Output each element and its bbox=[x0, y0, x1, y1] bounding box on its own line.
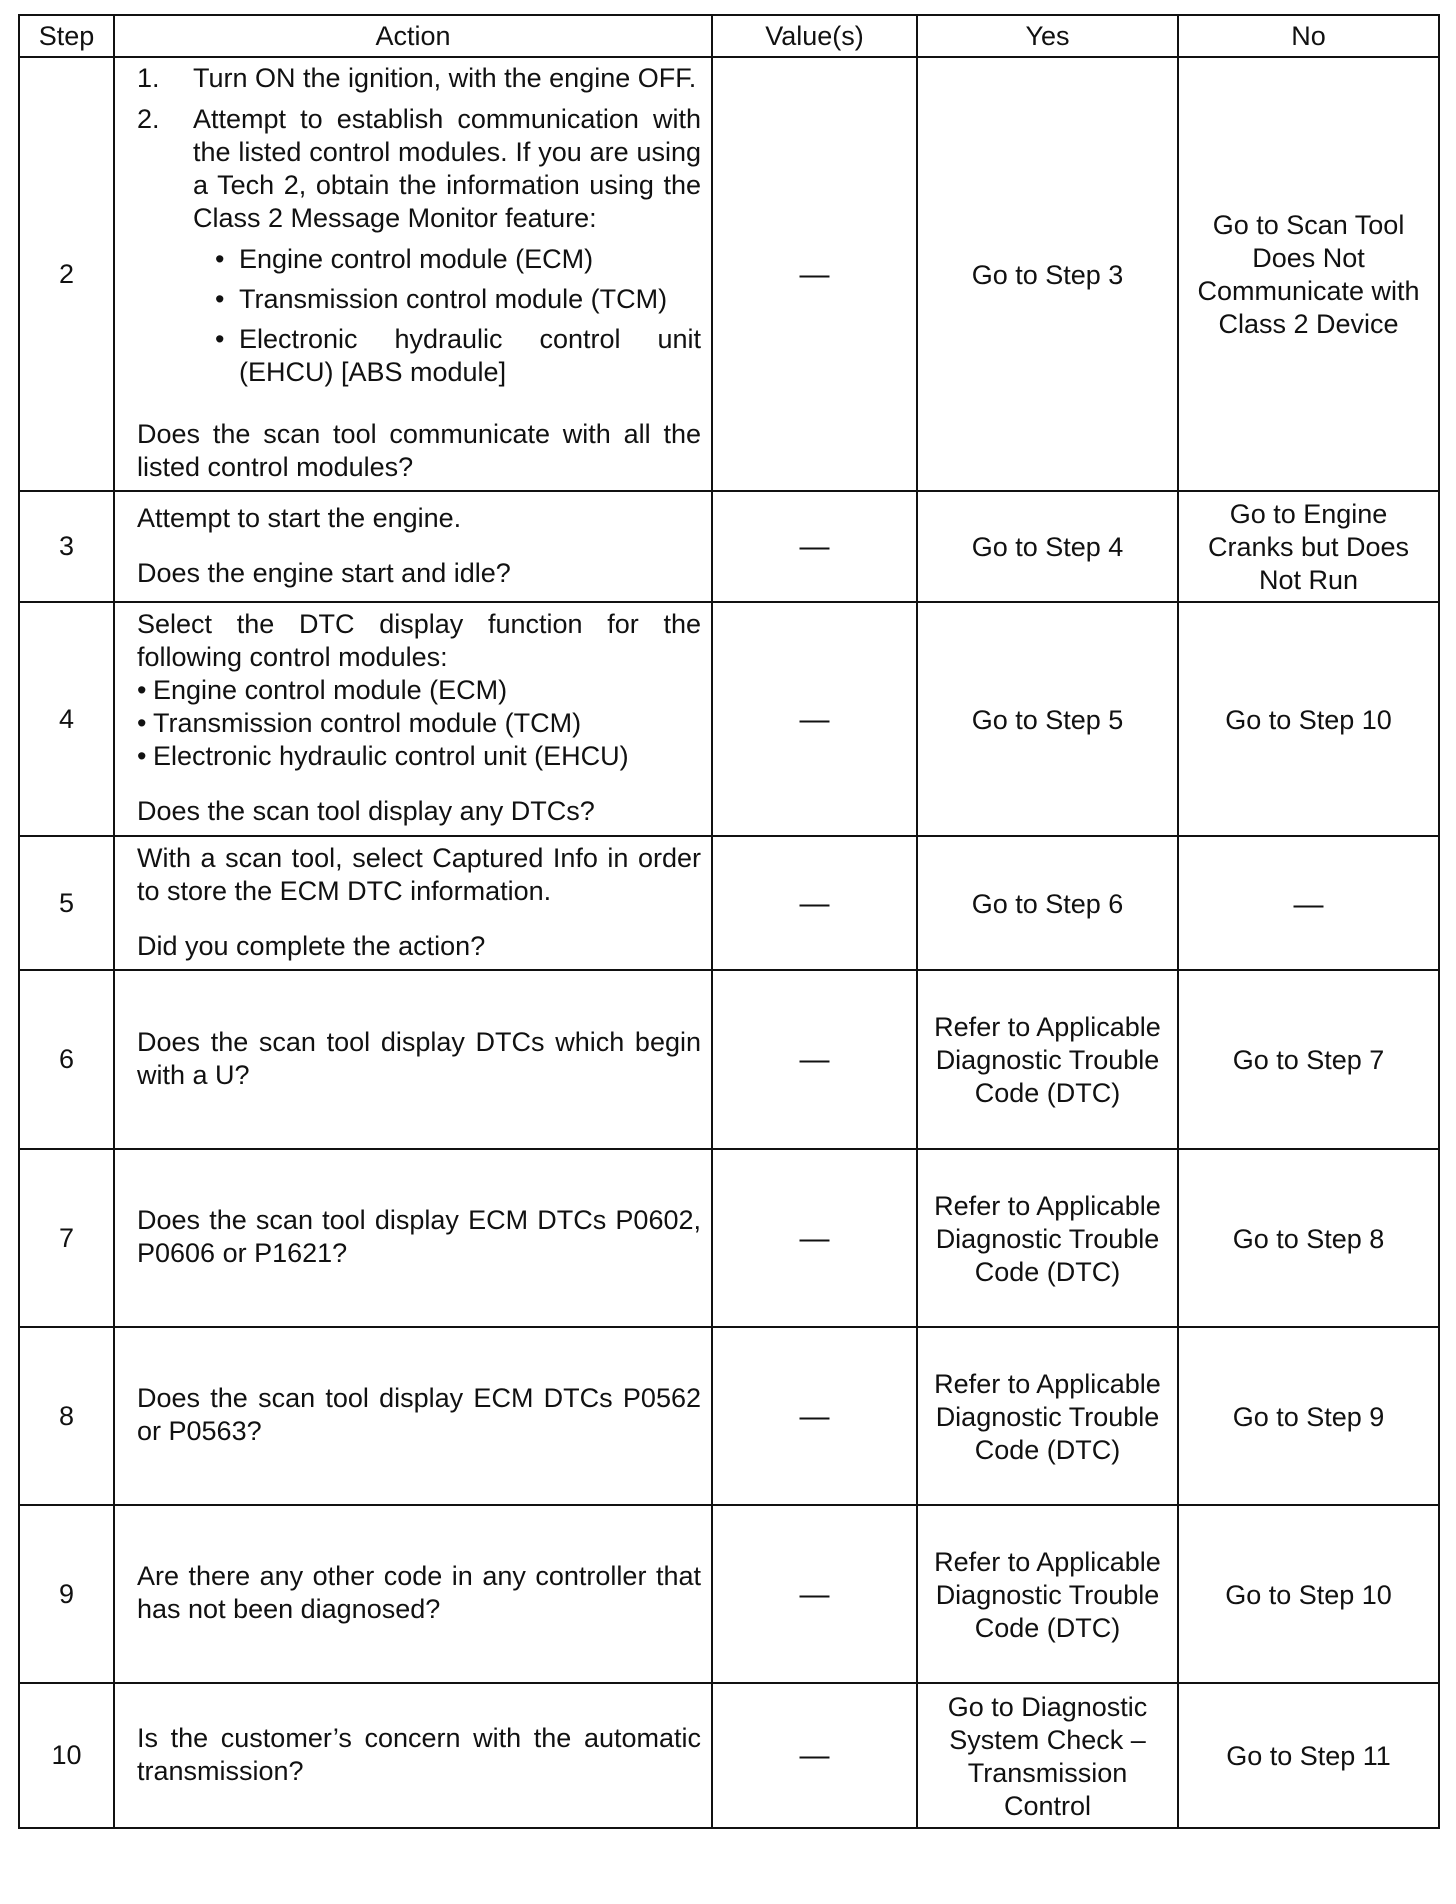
action-question: Does the scan tool communicate with all the listed control modules? bbox=[137, 419, 701, 482]
step-number: 2 bbox=[19, 57, 114, 491]
bullet-item: • Electronic hydraulic control unit (EHCU) bbox=[137, 741, 629, 771]
step-number: 4 bbox=[19, 602, 114, 836]
yes-cell: Refer to Applicable Diagnostic Trouble Code (DTC) bbox=[917, 970, 1178, 1149]
no-cell: Go to Step 11 bbox=[1178, 1683, 1439, 1828]
table-row bbox=[19, 602, 1439, 836]
header-step: Step bbox=[19, 15, 114, 57]
header-yes: Yes bbox=[917, 15, 1178, 57]
yes-cell: Go to Step 5 bbox=[917, 602, 1178, 836]
item-text: Turn ON the ignition, with the engine OFF. bbox=[193, 63, 697, 93]
action-cell bbox=[114, 1327, 712, 1505]
numbered-item bbox=[137, 62, 701, 95]
step-number: 10 bbox=[19, 1683, 114, 1828]
header-values: Value(s) bbox=[712, 15, 917, 57]
step-number: 7 bbox=[19, 1149, 114, 1327]
value-cell: — bbox=[712, 1505, 917, 1683]
action-question: Does the scan tool display any DTCs? bbox=[137, 796, 595, 826]
step-number: 3 bbox=[19, 491, 114, 602]
bullet-item: • Transmission control module (TCM) bbox=[215, 284, 668, 314]
no-cell: Go to Scan Tool Does Not Communicate with Class 2 Device bbox=[1178, 57, 1439, 491]
header-row bbox=[19, 15, 1439, 57]
yes-cell: Go to Step 6 bbox=[917, 836, 1178, 970]
table-row bbox=[19, 970, 1439, 1149]
table-row bbox=[19, 57, 1439, 491]
action-text: With a scan tool, select Captured Info in order to store the ECM DTC information. bbox=[137, 842, 701, 906]
action-question: Did you complete the action? bbox=[137, 930, 486, 961]
action-cell bbox=[114, 602, 712, 836]
action-question: Does the engine start and idle? bbox=[137, 557, 511, 588]
no-cell: Go to Step 8 bbox=[1178, 1149, 1439, 1327]
no-cell: Go to Engine Cranks but Does Not Run bbox=[1178, 491, 1439, 602]
step-number: 9 bbox=[19, 1505, 114, 1683]
step-number: 8 bbox=[19, 1327, 114, 1505]
bullet-icon: • bbox=[215, 324, 225, 354]
bullet-icon: • bbox=[215, 244, 225, 274]
table-row bbox=[19, 1683, 1439, 1828]
value-cell: — bbox=[712, 57, 917, 491]
action-cell bbox=[114, 1683, 712, 1828]
value-cell: — bbox=[712, 1683, 917, 1828]
table-row bbox=[19, 1327, 1439, 1505]
bullet-icon: • bbox=[215, 284, 225, 314]
action-question: Are there any other code in any controller that has not been diagnosed? bbox=[137, 1561, 701, 1624]
table-row bbox=[19, 1149, 1439, 1327]
yes-cell: Refer to Applicable Diagnostic Trouble Code (DTC) bbox=[917, 1149, 1178, 1327]
no-cell: — bbox=[1178, 836, 1439, 970]
no-cell: Go to Step 10 bbox=[1178, 602, 1439, 836]
bullet-item: • Engine control module (ECM) bbox=[215, 244, 594, 274]
bullet-item: • Engine control module (ECM) bbox=[137, 675, 508, 705]
action-cell bbox=[114, 970, 712, 1149]
no-cell: Go to Step 10 bbox=[1178, 1505, 1439, 1683]
action-cell bbox=[114, 57, 712, 491]
bullet-item: • Electronic hydraulic control unit (EHCU) [ABS module] bbox=[215, 324, 701, 387]
value-cell: — bbox=[712, 491, 917, 602]
value-cell: — bbox=[712, 1149, 917, 1327]
action-question: Is the customer’s concern with the automatic transmission? bbox=[137, 1722, 701, 1786]
bullet-icon: • bbox=[137, 741, 147, 771]
bullet-icon: • bbox=[137, 708, 147, 738]
action-text: Attempt to start the engine. bbox=[137, 502, 462, 533]
table-row bbox=[19, 1505, 1439, 1683]
bullet-item: • Transmission control module (TCM) bbox=[137, 708, 582, 738]
table-row bbox=[19, 836, 1439, 970]
action-cell bbox=[114, 836, 712, 970]
item-text: Attempt to establish communication with the listed control modules. If you are using a Tech 2, obtain the information using the Class 2 Message Monitor feature: bbox=[193, 104, 701, 233]
action-cell bbox=[114, 1149, 712, 1327]
yes-cell: Go to Diagnostic System Check – Transmission Control bbox=[917, 1683, 1178, 1828]
value-cell: — bbox=[712, 602, 917, 836]
action-cell bbox=[114, 1505, 712, 1683]
yes-cell: Go to Step 3 bbox=[917, 57, 1178, 491]
step-number: 6 bbox=[19, 970, 114, 1149]
bullet-icon: • bbox=[137, 675, 147, 705]
action-question: Does the scan tool display DTCs which begin with a U? bbox=[137, 1026, 701, 1090]
header-no: No bbox=[1178, 15, 1439, 57]
diagnostic-table bbox=[18, 14, 1440, 1829]
value-cell: — bbox=[712, 836, 917, 970]
item-number: 2. bbox=[137, 104, 160, 134]
item-number: 1. bbox=[137, 63, 160, 93]
table-row bbox=[19, 491, 1439, 602]
value-cell: — bbox=[712, 970, 917, 1149]
no-cell: Go to Step 7 bbox=[1178, 970, 1439, 1149]
action-text: Select the DTC display function for the following control modules: bbox=[137, 609, 701, 672]
no-cell: Go to Step 9 bbox=[1178, 1327, 1439, 1505]
yes-cell: Go to Step 4 bbox=[917, 491, 1178, 602]
step-number: 5 bbox=[19, 836, 114, 970]
yes-cell: Refer to Applicable Diagnostic Trouble Code (DTC) bbox=[917, 1327, 1178, 1505]
action-question: Does the scan tool display ECM DTCs P0602, P0606 or P1621? bbox=[137, 1205, 701, 1268]
numbered-item bbox=[137, 103, 701, 235]
value-cell: — bbox=[712, 1327, 917, 1505]
yes-cell: Refer to Applicable Diagnostic Trouble Code (DTC) bbox=[917, 1505, 1178, 1683]
action-cell bbox=[114, 491, 712, 602]
action-question: Does the scan tool display ECM DTCs P0562 or P0563? bbox=[137, 1383, 701, 1446]
header-action: Action bbox=[114, 15, 712, 57]
